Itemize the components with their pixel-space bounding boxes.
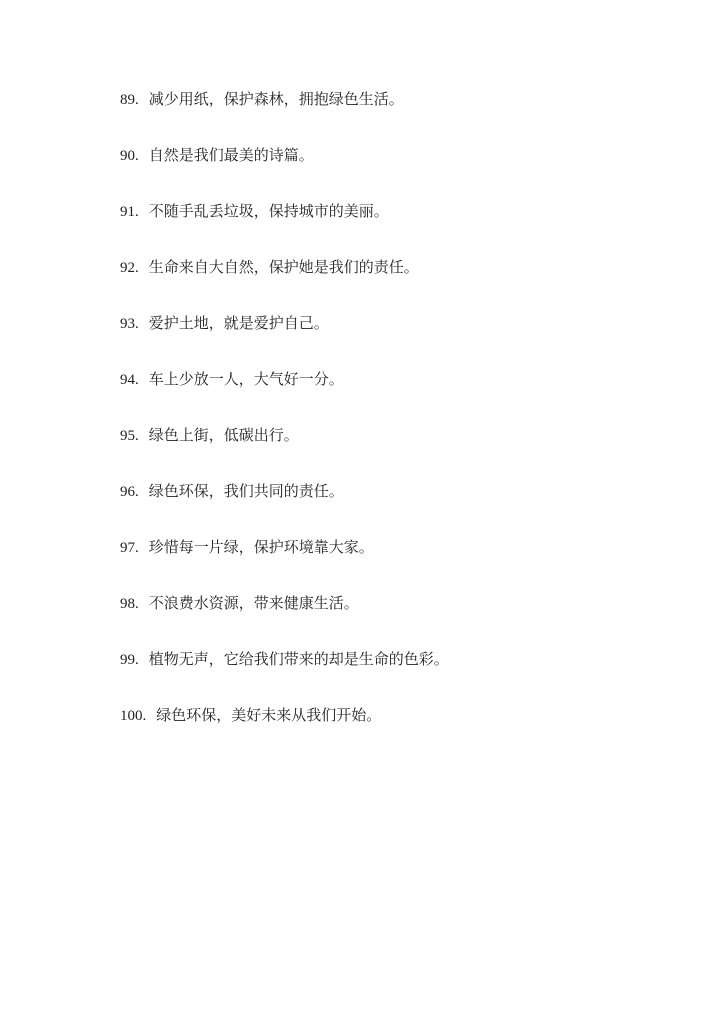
item-number: 93. (120, 316, 139, 332)
item-number: 91. (120, 204, 139, 220)
item-number: 94. (120, 372, 139, 388)
list-item (120, 142, 680, 198)
item-text: 减少用纸，保护森林，拥抱绿色生活。 (148, 90, 404, 108)
item-text: 绿色环保，美好未来从我们开始。 (156, 706, 382, 724)
list-item (120, 646, 680, 702)
item-text: 自然是我们最美的诗篇。 (148, 146, 314, 164)
item-text: 生命来自大自然，保护她是我们的责任。 (148, 258, 419, 276)
list-item (120, 478, 680, 534)
list-item (120, 198, 680, 254)
list-item (120, 310, 680, 366)
item-text: 植物无声，它给我们带来的却是生命的色彩。 (148, 650, 449, 668)
item-number: 90. (120, 148, 139, 164)
item-number: 100. (120, 708, 147, 724)
item-number: 99. (120, 652, 139, 668)
item-number: 95. (120, 428, 139, 444)
item-number: 89. (120, 92, 139, 108)
item-text: 不浪费水资源，带来健康生活。 (148, 594, 359, 612)
list-item (120, 366, 680, 422)
list-item (120, 422, 680, 478)
list-item (120, 534, 680, 590)
item-text: 爱护土地，就是爱护自己。 (148, 314, 329, 332)
item-number: 98. (120, 596, 139, 612)
item-text: 车上少放一人，大气好一分。 (148, 370, 344, 388)
list-item (120, 254, 680, 310)
list-item (120, 702, 680, 758)
item-text: 绿色环保，我们共同的责任。 (148, 482, 344, 500)
item-number: 96. (120, 484, 139, 500)
item-number: 92. (120, 260, 139, 276)
list-item (120, 86, 680, 142)
item-text: 珍惜每一片绿，保护环境靠大家。 (148, 538, 374, 556)
slogan-list (120, 86, 680, 758)
item-text: 绿色上街，低碳出行。 (148, 426, 299, 444)
item-number: 97. (120, 540, 139, 556)
item-text: 不随手乱丢垃圾，保持城市的美丽。 (148, 202, 389, 220)
list-item (120, 590, 680, 646)
